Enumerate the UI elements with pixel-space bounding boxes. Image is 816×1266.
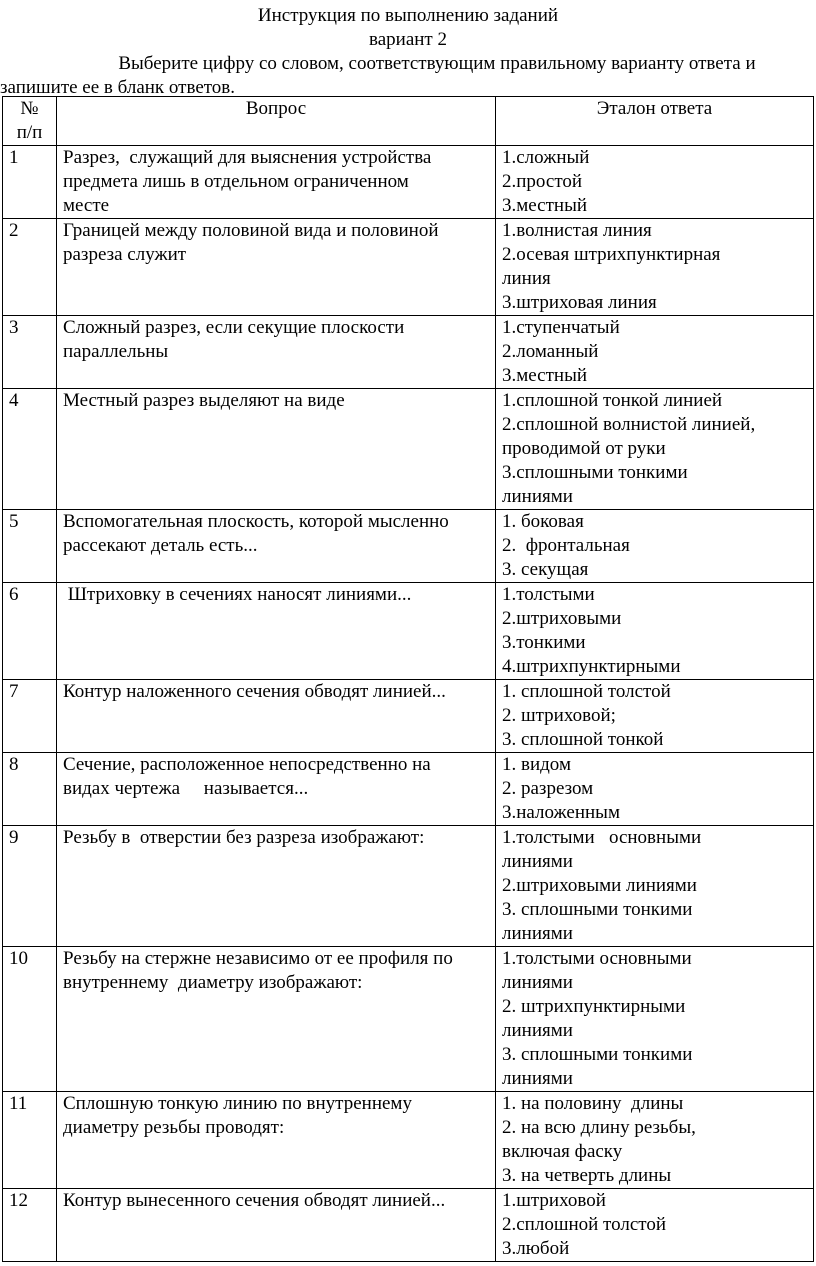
answer-options	[496, 146, 814, 219]
answer-line: 2.ломанный	[502, 341, 599, 362]
question-text	[57, 316, 496, 389]
document-title: Инструкция по выполнению заданий	[257, 5, 559, 26]
question-line: Штриховку в сечениях наносят линиями...	[63, 584, 412, 605]
question-number: 1	[3, 146, 57, 219]
column-header-number: № п/п	[3, 97, 57, 146]
answer-options	[496, 1189, 814, 1262]
table-row	[3, 510, 814, 583]
answer-line: 1. боковая	[502, 511, 584, 532]
answer-line: включая фаску	[502, 1141, 623, 1162]
question-line: диаметру резьбы проводят:	[63, 1117, 285, 1138]
question-line: видах чертежа называется...	[63, 778, 309, 799]
question-line: Контур вынесенного сечения обводят линией...	[63, 1190, 446, 1211]
answer-line: 3.наложенным	[502, 802, 620, 823]
answer-line: 2. разрезом	[502, 778, 594, 799]
question-line: Сечение, расположенное непосредственно на	[63, 754, 431, 775]
answer-line: 3. сплошными тонкими	[502, 1044, 693, 1065]
answer-line: 1. видом	[502, 754, 571, 775]
answer-line: 2. фронтальная	[502, 535, 630, 556]
question-text	[57, 510, 496, 583]
question-line: внутреннему диаметру изображают:	[63, 972, 363, 993]
answer-line: 3.сплошными тонкими	[502, 462, 688, 483]
answer-line: 1.толстыми основными	[502, 948, 692, 969]
question-line: Разрез, служащий для выяснения устройства	[63, 147, 432, 168]
question-number: 10	[3, 947, 57, 1092]
answer-line: 1.толстыми основными	[502, 827, 702, 848]
answer-options	[496, 510, 814, 583]
document-header	[0, 0, 816, 52]
question-line: Резьбу на стержне независимо от ее профиля по	[63, 948, 453, 969]
answer-line: 3. сплошной тонкой	[502, 729, 664, 750]
question-text	[57, 1189, 496, 1262]
table-row	[3, 1189, 814, 1262]
question-line: Резьбу в отверстии без разреза изображают:	[63, 827, 425, 848]
question-number: 5	[3, 510, 57, 583]
question-number: 4	[3, 389, 57, 510]
answer-options	[496, 947, 814, 1092]
table-header-row	[3, 97, 814, 146]
answer-line: 3.местный	[502, 195, 588, 216]
table-row	[3, 583, 814, 680]
answer-line: 4.штрихпунктирными	[502, 656, 681, 677]
question-line: параллельны	[63, 341, 169, 362]
answer-line: линиями	[502, 972, 573, 993]
question-line: Границей между половиной вида и половиной	[63, 220, 439, 241]
answer-line: линия	[502, 268, 551, 289]
variant-label: вариант 2	[369, 29, 447, 50]
answer-line: 2.штриховыми линиями	[502, 875, 697, 896]
answer-line: линиями	[502, 923, 573, 944]
column-header-answer: Эталон ответа	[496, 97, 814, 146]
answer-line: 2.штриховыми	[502, 608, 622, 629]
answer-line: 1.толстыми	[502, 584, 595, 605]
answer-options	[496, 219, 814, 316]
answer-options	[496, 1092, 814, 1189]
question-text	[57, 1092, 496, 1189]
answer-line: линиями	[502, 486, 573, 507]
question-number: 12	[3, 1189, 57, 1262]
answer-options	[496, 389, 814, 510]
table-body	[3, 146, 814, 1262]
answer-line: 2. штриховой;	[502, 705, 616, 726]
question-line: месте	[63, 195, 110, 216]
answer-line: линиями	[502, 851, 573, 872]
answer-line: 2.простой	[502, 171, 583, 192]
question-text	[57, 680, 496, 753]
answer-line: 1.штриховой	[502, 1190, 606, 1211]
answer-options	[496, 316, 814, 389]
questions-table	[2, 96, 814, 1262]
question-line: Сплошную тонкую линию по внутреннему	[63, 1093, 412, 1114]
answer-line: 1. сплошной толстой	[502, 681, 671, 702]
question-text	[57, 389, 496, 510]
question-number: 3	[3, 316, 57, 389]
question-number: 2	[3, 219, 57, 316]
table-row	[3, 316, 814, 389]
answer-options	[496, 826, 814, 947]
table-row	[3, 1092, 814, 1189]
answer-line: 1. на половину длины	[502, 1093, 684, 1114]
answer-line: 3. на четверть длины	[502, 1165, 672, 1186]
answer-line: 3. сплошными тонкими	[502, 899, 693, 920]
answer-line: 1.сплошной тонкой линией	[502, 390, 723, 411]
answer-line: линиями	[502, 1068, 573, 1089]
question-number: 11	[3, 1092, 57, 1189]
answer-line: 2. штрихпунктирными	[502, 996, 686, 1017]
table-row	[3, 146, 814, 219]
answer-line: 2.сплошной толстой	[502, 1214, 666, 1235]
answer-line: 2.осевая штрихпунктирная	[502, 244, 721, 265]
question-number: 8	[3, 753, 57, 826]
answer-line: 3.тонкими	[502, 632, 586, 653]
answer-line: 3.штриховая линия	[502, 292, 657, 313]
answer-line: 3.местный	[502, 365, 588, 386]
table-row	[3, 219, 814, 316]
answer-line: линиями	[502, 1020, 573, 1041]
table-row	[3, 753, 814, 826]
question-line: Местный разрез выделяют на виде	[63, 390, 345, 411]
instruction-line-2: запишите ее в бланк ответов.	[0, 77, 236, 98]
answer-options	[496, 680, 814, 753]
table-row	[3, 680, 814, 753]
answer-options	[496, 753, 814, 826]
answer-options	[496, 583, 814, 680]
table-row	[3, 826, 814, 947]
answer-line: 3. секущая	[502, 559, 589, 580]
answer-line: 1.сложный	[502, 147, 590, 168]
question-line: разреза служит	[63, 244, 187, 265]
question-text	[57, 826, 496, 947]
question-text	[57, 583, 496, 680]
answer-line: 3.любой	[502, 1238, 570, 1259]
question-number: 9	[3, 826, 57, 947]
question-line: рассекают деталь есть...	[63, 535, 258, 556]
question-text	[57, 753, 496, 826]
instruction-line-1: Выберите цифру со словом, соответствующим правильному варианту ответа и	[118, 53, 756, 74]
answer-line: проводимой от руки	[502, 438, 666, 459]
question-line: Контур наложенного сечения обводят линией...	[63, 681, 446, 702]
answer-line: 2. на всю длину резьбы,	[502, 1117, 696, 1138]
table-row	[3, 947, 814, 1092]
column-header-question: Вопрос	[57, 97, 496, 146]
question-text	[57, 146, 496, 219]
instructions	[0, 52, 816, 100]
question-number: 7	[3, 680, 57, 753]
question-line: предмета лишь в отдельном ограниченном	[63, 171, 409, 192]
question-line: Сложный разрез, если секущие плоскости	[63, 317, 405, 338]
table-row	[3, 389, 814, 510]
question-number: 6	[3, 583, 57, 680]
answer-line: 2.сплошной волнистой линией,	[502, 414, 756, 435]
question-text	[57, 947, 496, 1092]
question-line: Вспомогательная плоскость, которой мысленно	[63, 511, 449, 532]
question-text	[57, 219, 496, 316]
answer-line: 1.ступенчатый	[502, 317, 620, 338]
answer-line: 1.волнистая линия	[502, 220, 652, 241]
